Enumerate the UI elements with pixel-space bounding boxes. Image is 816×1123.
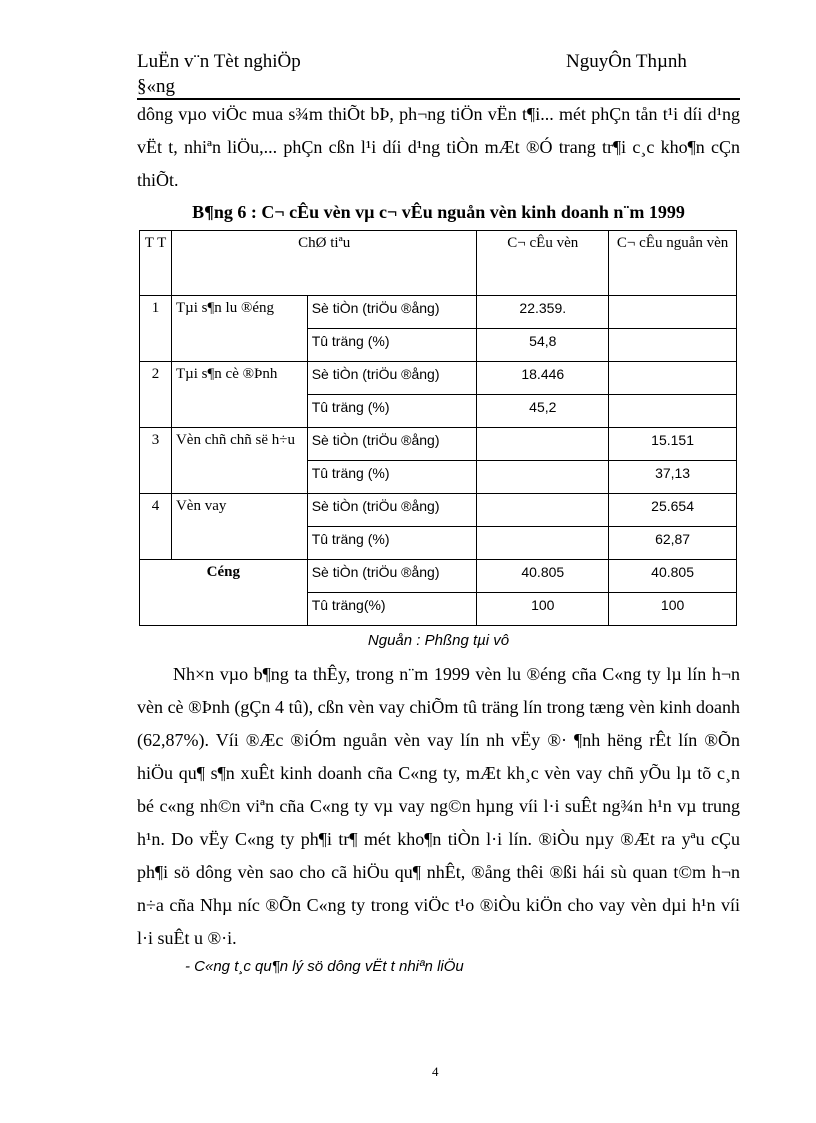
table-row <box>140 296 737 329</box>
header-title-line2: §«ng <box>137 76 175 97</box>
total-value-von: 40.805 <box>477 560 609 593</box>
total-label: Sè tiÒn (triÖu ®ång) <box>307 560 477 593</box>
row-value-von: 54,8 <box>477 329 609 362</box>
row-label: Tû träng (%) <box>307 527 477 560</box>
table-row <box>140 428 737 461</box>
table-title: B¶ng 6 : C¬ cÊu vèn vµ c¬ vÊu nguån vèn kinh doanh n¨m 1999 <box>192 202 685 222</box>
row-value-nguon-von: 25.654 <box>609 494 737 527</box>
row-name: Tµi s¶n cè ®Þnh <box>171 362 307 428</box>
row-value-nguon-von <box>609 296 737 329</box>
row-tt: 2 <box>140 362 172 428</box>
row-label: Tû träng (%) <box>307 329 477 362</box>
paragraph-1: dông vµo viÖc mua s¾m thiÕt bÞ, ph¬ng tiÖn vËn t¶i... mét phÇn tån t¹i díi d¹ng vËt t, nhiªn liÖu,... phÇn cßn l¹i díi d¹ng tiÒn mÆt ®Ó trang tr¶i c¸c kho¶n cÇn thiÕt. <box>137 104 740 190</box>
header-co-cau-nguon-von: C¬ cÊu nguån vèn <box>609 231 737 296</box>
header-tt: T T <box>140 231 172 296</box>
row-value-nguon-von <box>609 395 737 428</box>
row-value-von: 45,2 <box>477 395 609 428</box>
table-source: Nguån : Phßng tµi vô <box>367 632 510 649</box>
row-value-von: 18.446 <box>477 362 609 395</box>
row-label: Sè tiÒn (triÖu ®ång) <box>307 362 477 395</box>
row-name: Vèn chñ chñ së h÷u <box>171 428 307 494</box>
row-value-von: 22.359. <box>477 296 609 329</box>
row-tt: 1 <box>140 296 172 362</box>
header-chi-tieu: ChØ tiªu <box>171 231 476 296</box>
row-value-nguon-von: 15.151 <box>609 428 737 461</box>
capital-structure-table <box>139 230 737 626</box>
row-value-nguon-von <box>609 362 737 395</box>
row-name: Tµi s¶n lu ®éng <box>171 296 307 362</box>
table-row <box>140 494 737 527</box>
row-value-von <box>477 527 609 560</box>
row-value-nguon-von: 62,87 <box>609 527 737 560</box>
total-label: Tû träng(%) <box>307 593 477 626</box>
header-title-right: NguyÔn Thµnh <box>566 51 687 72</box>
row-value-nguon-von: 37,13 <box>609 461 737 494</box>
row-tt: 3 <box>140 428 172 494</box>
row-value-von <box>477 494 609 527</box>
bullet-heading: - C«ng t¸c qu¶n lý sö dông vËt t nhiªn liÖu <box>185 958 464 975</box>
row-label: Tû träng (%) <box>307 461 477 494</box>
row-label: Tû träng (%) <box>307 395 477 428</box>
total-value-von: 100 <box>477 593 609 626</box>
page-number: 4 <box>432 1064 439 1079</box>
row-value-von <box>477 461 609 494</box>
table-row <box>140 362 737 395</box>
paragraph-2: Nh×n vµo b¶ng ta thÊy, trong n¨m 1999 vèn lu ®éng cña C«ng ty lµ lín h¬n vèn cè ®Þnh (gÇn 4 tû), cßn vèn vay chiÕm tû träng lín trong tæng vèn kinh doanh (62,87%). Víi ®Æc ®iÓm nguån vèn vay lín nh vËy ®· ¶nh hëng rÊt lín ®Õn hiÖu qu¶ s¶n xuÊt kinh doanh cña C«ng ty, mÆt kh¸c vèn vay chñ yÕu lµ tõ c¸n bé c«ng nh©n viªn cña C«ng ty vµ vay ng©n hµng víi l·i suÊt ng¾n h¹n vµ trung h¹n. Do vËy C«ng ty ph¶i tr¶ mét kho¶n tiÒn l·i lín. ®iÒu nµy ®Æt ra yªu cÇu ph¶i sö dông vèn sao cho cã hiÖu qu¶ nhÊt, ®ång thêi ®ßi hái sù quan t©m h¬n n÷a cña Nhµ níc ®Õn C«ng ty trong viÖc t¹o ®iÒu kiÖn cho vay vèn dµi h¹n víi l·i suÊt u ®·i. <box>137 664 740 948</box>
row-label: Sè tiÒn (triÖu ®ång) <box>307 428 477 461</box>
row-tt: 4 <box>140 494 172 560</box>
row-value-nguon-von <box>609 329 737 362</box>
header-title-left: LuËn v¨n Tèt nghiÖp <box>137 51 301 72</box>
row-name: Vèn vay <box>171 494 307 560</box>
table-header-row <box>140 231 737 296</box>
total-name: Céng <box>140 560 308 626</box>
row-value-von <box>477 428 609 461</box>
row-label: Sè tiÒn (triÖu ®ång) <box>307 494 477 527</box>
total-value-nguon-von: 100 <box>609 593 737 626</box>
row-label: Sè tiÒn (triÖu ®ång) <box>307 296 477 329</box>
total-value-nguon-von: 40.805 <box>609 560 737 593</box>
table-total-row <box>140 560 737 593</box>
header-co-cau-von: C¬ cÊu vèn <box>477 231 609 296</box>
